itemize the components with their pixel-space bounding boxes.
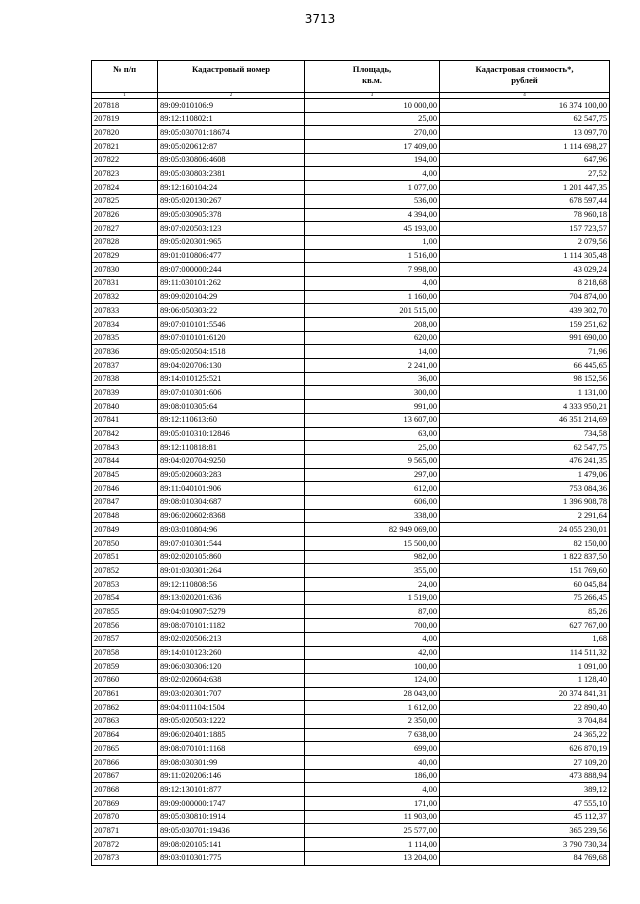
row-number: 207873 [92, 851, 158, 865]
cost-value: 1 131,00 [440, 386, 610, 400]
cost-value: 704 874,00 [440, 290, 610, 304]
cost-value: 157 723,57 [440, 222, 610, 236]
table-row [92, 249, 610, 263]
header-row [92, 61, 610, 93]
area-value: 4,00 [305, 783, 440, 797]
row-number: 207818 [92, 99, 158, 113]
cost-value: 24 055 230,01 [440, 523, 610, 537]
row-number: 207852 [92, 564, 158, 578]
row-number: 207823 [92, 167, 158, 181]
cost-value: 753 084,36 [440, 482, 610, 496]
row-number: 207819 [92, 112, 158, 126]
table-body [92, 99, 610, 866]
cost-value: 85,26 [440, 605, 610, 619]
row-number: 207825 [92, 194, 158, 208]
cadastral-number: 89:14:010125:521 [158, 372, 305, 386]
area-value: 24,00 [305, 578, 440, 592]
row-number: 207869 [92, 797, 158, 811]
table-row [92, 181, 610, 195]
row-number: 207856 [92, 619, 158, 633]
cost-value: 151 769,60 [440, 564, 610, 578]
area-value: 536,00 [305, 194, 440, 208]
table-row [92, 578, 610, 592]
cost-value: 1 396 908,78 [440, 495, 610, 509]
row-number: 207844 [92, 454, 158, 468]
cadastral-number: 89:03:010301:775 [158, 851, 305, 865]
header-area [305, 61, 440, 93]
row-number: 207866 [92, 756, 158, 770]
cost-value: 1 128,40 [440, 673, 610, 687]
table-row [92, 728, 610, 742]
cost-value: 3 704,84 [440, 714, 610, 728]
table-header [92, 61, 610, 99]
cost-value: 47 555,10 [440, 797, 610, 811]
cost-value: 626 870,19 [440, 742, 610, 756]
area-value: 25,00 [305, 112, 440, 126]
area-value: 82 949 069,00 [305, 523, 440, 537]
cost-value: 365 239,56 [440, 824, 610, 838]
area-value: 42,00 [305, 646, 440, 660]
table-row [92, 400, 610, 414]
column-number: 4 [440, 93, 610, 99]
cadastral-number: 89:01:010806:477 [158, 249, 305, 263]
cadastral-number: 89:05:020301:965 [158, 235, 305, 249]
table-row [92, 208, 610, 222]
table-row [92, 99, 610, 113]
cadastral-number: 89:06:030306:120 [158, 660, 305, 674]
area-value: 612,00 [305, 482, 440, 496]
area-value: 171,00 [305, 797, 440, 811]
cadastral-number: 89:06:050303:22 [158, 304, 305, 318]
row-number: 207842 [92, 427, 158, 441]
row-number: 207836 [92, 345, 158, 359]
table-row [92, 222, 610, 236]
row-number: 207830 [92, 263, 158, 277]
table-row [92, 359, 610, 373]
table-row [92, 591, 610, 605]
area-value: 25 577,00 [305, 824, 440, 838]
row-number: 207826 [92, 208, 158, 222]
area-value: 28 043,00 [305, 687, 440, 701]
cost-value: 45 112,37 [440, 810, 610, 824]
cadastral-number: 89:05:030701:18674 [158, 126, 305, 140]
area-value: 355,00 [305, 564, 440, 578]
table-row [92, 509, 610, 523]
cadastral-number: 89:09:020104:29 [158, 290, 305, 304]
table-row [92, 331, 610, 345]
cost-value: 647,96 [440, 153, 610, 167]
header-cadastral-cost [440, 61, 610, 93]
table-row [92, 263, 610, 277]
cost-value: 114 511,32 [440, 646, 610, 660]
column-number: 1 [92, 93, 158, 99]
row-number: 207840 [92, 400, 158, 414]
table-row [92, 290, 610, 304]
table-row [92, 112, 610, 126]
area-value: 100,00 [305, 660, 440, 674]
header-number: № п/п [92, 61, 158, 93]
row-number: 207851 [92, 550, 158, 564]
area-value: 87,00 [305, 605, 440, 619]
cost-value: 1,68 [440, 632, 610, 646]
cost-value: 43 029,24 [440, 263, 610, 277]
area-value: 1,00 [305, 235, 440, 249]
cost-value: 78 960,18 [440, 208, 610, 222]
area-value: 45 193,00 [305, 222, 440, 236]
row-number: 207860 [92, 673, 158, 687]
row-number: 207822 [92, 153, 158, 167]
table-row [92, 756, 610, 770]
table-row [92, 824, 610, 838]
table-row [92, 660, 610, 674]
cost-value: 1 479,06 [440, 468, 610, 482]
row-number: 207870 [92, 810, 158, 824]
cost-value: 1 114 698,27 [440, 140, 610, 154]
table-row [92, 687, 610, 701]
cadastral-number: 89:05:020504:1518 [158, 345, 305, 359]
header-area-line1: Площадь, [352, 64, 392, 74]
cadastral-number: 89:05:010310:12846 [158, 427, 305, 441]
cost-value: 476 241,35 [440, 454, 610, 468]
cadastral-number: 89:08:020105:141 [158, 838, 305, 852]
table-row [92, 495, 610, 509]
area-value: 7 638,00 [305, 728, 440, 742]
cadastral-number: 89:08:070101:1168 [158, 742, 305, 756]
table-row [92, 797, 610, 811]
cadastral-number: 89:04:011104:1504 [158, 701, 305, 715]
cost-value: 22 890,40 [440, 701, 610, 715]
table-row [92, 783, 610, 797]
area-value: 2 350,00 [305, 714, 440, 728]
cadastral-number: 89:14:010123:260 [158, 646, 305, 660]
cadastral-number: 89:12:160104:24 [158, 181, 305, 195]
area-value: 124,00 [305, 673, 440, 687]
table-row [92, 167, 610, 181]
row-number: 207863 [92, 714, 158, 728]
row-number: 207846 [92, 482, 158, 496]
table-row [92, 468, 610, 482]
cadastral-number: 89:05:020612:87 [158, 140, 305, 154]
header-cost-line2: рублей [511, 75, 538, 85]
cadastral-number: 89:09:000000:1747 [158, 797, 305, 811]
area-value: 270,00 [305, 126, 440, 140]
table-row [92, 140, 610, 154]
area-value: 699,00 [305, 742, 440, 756]
cost-value: 2 291,64 [440, 509, 610, 523]
area-value: 4,00 [305, 632, 440, 646]
cadastral-number: 89:11:020206:146 [158, 769, 305, 783]
cadastral-number: 89:06:020602:8368 [158, 509, 305, 523]
row-number: 207854 [92, 591, 158, 605]
table-row [92, 605, 610, 619]
cost-value: 84 769,68 [440, 851, 610, 865]
area-value: 1 516,00 [305, 249, 440, 263]
cadastral-number: 89:07:020503:123 [158, 222, 305, 236]
cost-value: 13 097,70 [440, 126, 610, 140]
cadastral-number: 89:02:020506:213 [158, 632, 305, 646]
row-number: 207872 [92, 838, 158, 852]
area-value: 10 000,00 [305, 99, 440, 113]
table-row [92, 345, 610, 359]
cadastral-number: 89:01:030301:264 [158, 564, 305, 578]
row-number: 207835 [92, 331, 158, 345]
cadastral-number: 89:06:020401:1885 [158, 728, 305, 742]
cadastral-number: 89:05:030803:2381 [158, 167, 305, 181]
cadastral-number: 89:08:010305:64 [158, 400, 305, 414]
area-value: 620,00 [305, 331, 440, 345]
cadastral-number: 89:02:020604:638 [158, 673, 305, 687]
cost-value: 60 045,84 [440, 578, 610, 592]
cost-value: 82 150,00 [440, 537, 610, 551]
cadastral-number: 89:07:010301:544 [158, 537, 305, 551]
area-value: 338,00 [305, 509, 440, 523]
area-value: 982,00 [305, 550, 440, 564]
table-row [92, 632, 610, 646]
area-value: 1 612,00 [305, 701, 440, 715]
row-number: 207850 [92, 537, 158, 551]
area-value: 1 519,00 [305, 591, 440, 605]
cost-value: 98 152,56 [440, 372, 610, 386]
area-value: 194,00 [305, 153, 440, 167]
table-row [92, 714, 610, 728]
cadastral-number: 89:07:000000:244 [158, 263, 305, 277]
area-value: 201 515,00 [305, 304, 440, 318]
table-row [92, 673, 610, 687]
row-number: 207848 [92, 509, 158, 523]
area-value: 297,00 [305, 468, 440, 482]
row-number: 207843 [92, 441, 158, 455]
cadastral-number: 89:05:020503:1222 [158, 714, 305, 728]
row-number: 207864 [92, 728, 158, 742]
table-row [92, 194, 610, 208]
area-value: 17 409,00 [305, 140, 440, 154]
row-number: 207838 [92, 372, 158, 386]
cadastral-number: 89:12:110808:56 [158, 578, 305, 592]
area-value: 2 241,00 [305, 359, 440, 373]
cadastral-number: 89:08:070101:1182 [158, 619, 305, 633]
area-value: 13 204,00 [305, 851, 440, 865]
cadastral-number: 89:04:020704:9250 [158, 454, 305, 468]
table-row [92, 769, 610, 783]
table-row [92, 564, 610, 578]
row-number: 207828 [92, 235, 158, 249]
cost-value: 27 109,20 [440, 756, 610, 770]
table-row [92, 304, 610, 318]
row-number: 207849 [92, 523, 158, 537]
row-number: 207867 [92, 769, 158, 783]
table-row [92, 126, 610, 140]
cadastral-number: 89:11:030101:262 [158, 276, 305, 290]
row-number: 207839 [92, 386, 158, 400]
cost-value: 75 266,45 [440, 591, 610, 605]
cadastral-number: 89:08:010304:687 [158, 495, 305, 509]
cadastral-number: 89:11:040101:906 [158, 482, 305, 496]
cost-value: 24 365,22 [440, 728, 610, 742]
cost-value: 62 547,75 [440, 112, 610, 126]
row-number: 207832 [92, 290, 158, 304]
table-row [92, 427, 610, 441]
table-row [92, 441, 610, 455]
cost-value: 678 597,44 [440, 194, 610, 208]
row-number: 207845 [92, 468, 158, 482]
row-number: 207829 [92, 249, 158, 263]
cost-value: 473 888,94 [440, 769, 610, 783]
row-number: 207827 [92, 222, 158, 236]
cost-value: 991 690,00 [440, 331, 610, 345]
row-number: 207865 [92, 742, 158, 756]
area-value: 63,00 [305, 427, 440, 441]
area-value: 11 903,00 [305, 810, 440, 824]
table-row [92, 851, 610, 865]
table-row [92, 810, 610, 824]
table-row [92, 619, 610, 633]
area-value: 36,00 [305, 372, 440, 386]
cost-value: 1 822 837,50 [440, 550, 610, 564]
row-number: 207847 [92, 495, 158, 509]
row-number: 207858 [92, 646, 158, 660]
cadastral-number: 89:03:010804:96 [158, 523, 305, 537]
area-value: 4 394,00 [305, 208, 440, 222]
cadastral-number: 89:12:130101:877 [158, 783, 305, 797]
row-number: 207862 [92, 701, 158, 715]
cost-value: 734,58 [440, 427, 610, 441]
cost-value: 62 547,75 [440, 441, 610, 455]
cost-value: 439 302,70 [440, 304, 610, 318]
cost-value: 66 445,65 [440, 359, 610, 373]
cadastral-number: 89:07:010101:6120 [158, 331, 305, 345]
area-value: 14,00 [305, 345, 440, 359]
table-row [92, 838, 610, 852]
cost-value: 1 201 447,35 [440, 181, 610, 195]
area-value: 9 565,00 [305, 454, 440, 468]
cadastral-number: 89:04:010907:5279 [158, 605, 305, 619]
area-value: 15 500,00 [305, 537, 440, 551]
area-value: 1 160,00 [305, 290, 440, 304]
cadastral-number: 89:13:020201:636 [158, 591, 305, 605]
row-number: 207855 [92, 605, 158, 619]
table-row [92, 537, 610, 551]
row-number: 207834 [92, 318, 158, 332]
cost-value: 3 790 730,34 [440, 838, 610, 852]
cost-value: 20 374 841,31 [440, 687, 610, 701]
row-number: 207831 [92, 276, 158, 290]
area-value: 991,00 [305, 400, 440, 414]
table-row [92, 482, 610, 496]
cost-value: 159 251,62 [440, 318, 610, 332]
row-number: 207857 [92, 632, 158, 646]
area-value: 40,00 [305, 756, 440, 770]
cadastral-number: 89:08:030301:99 [158, 756, 305, 770]
area-value: 208,00 [305, 318, 440, 332]
cadastral-number: 89:12:110802:1 [158, 112, 305, 126]
area-value: 7 998,00 [305, 263, 440, 277]
cost-value: 27,52 [440, 167, 610, 181]
area-value: 4,00 [305, 167, 440, 181]
table-row [92, 523, 610, 537]
cadastral-number: 89:05:030701:19436 [158, 824, 305, 838]
column-number: 2 [158, 93, 305, 99]
row-number: 207859 [92, 660, 158, 674]
cost-value: 8 218,68 [440, 276, 610, 290]
area-value: 1 077,00 [305, 181, 440, 195]
cadastral-number: 89:05:020130:267 [158, 194, 305, 208]
table-row [92, 153, 610, 167]
table-row [92, 235, 610, 249]
table-row [92, 550, 610, 564]
table-row [92, 742, 610, 756]
area-value: 700,00 [305, 619, 440, 633]
cost-value: 1 114 305,48 [440, 249, 610, 263]
area-value: 13 607,00 [305, 413, 440, 427]
row-number: 207861 [92, 687, 158, 701]
area-value: 606,00 [305, 495, 440, 509]
cadastral-number: 89:02:020105:860 [158, 550, 305, 564]
cadastral-number: 89:05:030806:4608 [158, 153, 305, 167]
table-row [92, 386, 610, 400]
cadastral-register-table [91, 60, 610, 866]
table-row [92, 318, 610, 332]
table-row [92, 276, 610, 290]
header-area-line2: кв.м. [362, 75, 382, 85]
cost-value: 46 351 214,69 [440, 413, 610, 427]
table-row [92, 646, 610, 660]
table-row [92, 413, 610, 427]
cadastral-number: 89:05:030905:378 [158, 208, 305, 222]
table-row [92, 372, 610, 386]
column-number: 3 [305, 93, 440, 99]
table-row [92, 454, 610, 468]
row-number: 207841 [92, 413, 158, 427]
row-number: 207824 [92, 181, 158, 195]
row-number: 207868 [92, 783, 158, 797]
cost-value: 389,12 [440, 783, 610, 797]
area-value: 1 114,00 [305, 838, 440, 852]
cadastral-number: 89:05:030810:1914 [158, 810, 305, 824]
cadastral-number: 89:12:110818:81 [158, 441, 305, 455]
cost-value: 1 091,00 [440, 660, 610, 674]
area-value: 300,00 [305, 386, 440, 400]
cadastral-number: 89:09:010106:9 [158, 99, 305, 113]
area-value: 25,00 [305, 441, 440, 455]
cadastral-number: 89:07:010301:606 [158, 386, 305, 400]
page-number: 3713 [304, 12, 336, 26]
cadastral-number: 89:12:110613:60 [158, 413, 305, 427]
cost-value: 2 079,56 [440, 235, 610, 249]
cadastral-number: 89:04:020706:130 [158, 359, 305, 373]
row-number: 207871 [92, 824, 158, 838]
header-cadastral-number: Кадастровый номер [158, 61, 305, 93]
area-value: 186,00 [305, 769, 440, 783]
cadastral-number: 89:05:020603:283 [158, 468, 305, 482]
cost-value: 16 374 100,00 [440, 99, 610, 113]
row-number: 207821 [92, 140, 158, 154]
cost-value: 71,96 [440, 345, 610, 359]
cost-value: 4 333 950,21 [440, 400, 610, 414]
table-row [92, 701, 610, 715]
row-number: 207853 [92, 578, 158, 592]
cadastral-number: 89:07:010101:5546 [158, 318, 305, 332]
area-value: 4,00 [305, 276, 440, 290]
row-number: 207820 [92, 126, 158, 140]
header-cost-line1: Кадастровая стоимость*, [475, 64, 574, 74]
cost-value: 627 767,00 [440, 619, 610, 633]
cadastral-number: 89:03:020301:707 [158, 687, 305, 701]
row-number: 207837 [92, 359, 158, 373]
row-number: 207833 [92, 304, 158, 318]
